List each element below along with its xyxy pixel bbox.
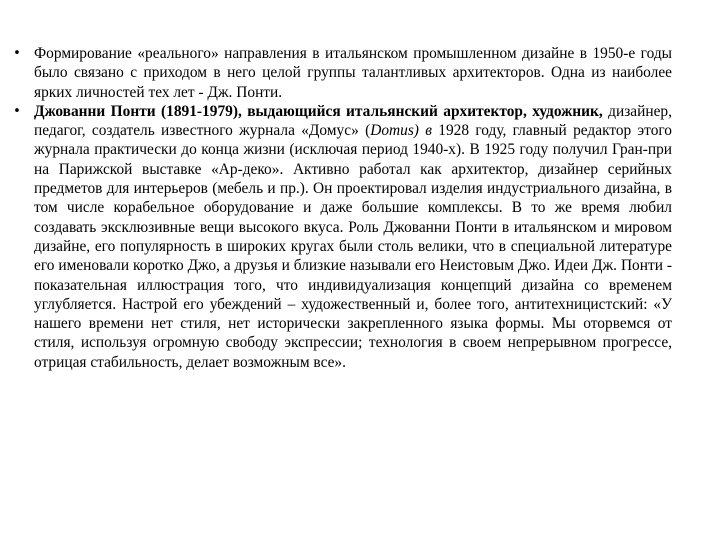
paragraph-2-text-part-2: 1928 году, главный редактор этого журнала практически до конца жизни (исключая период 1940-х). В 1925 году получил Гран-при на Парижской выставке «Ар-деко». Активно работал как архитектор, дизайнер серийных предметов для интерьеров (мебель и пр.). Он проектировал изделия индустриального дизайна, в том числе корабельное оборудование и даже большие комплексы. В то же время любил создавать эксклюзивные вещи высокого вкуса. Роль Джованни Понти в итальянском и мировом дизайне, его популярность в широких кругах были столь велики, что в специальной литературе его именовали коротко Джо, а друзья и близкие называли его Неистовым Джо. Идеи Дж. Понти - показательная иллюстрация того, что индивидуализация концепций дизайна со временем углубляется. Настрой его убеждений – художественный и, более того, антитехницистский: «У нашего времени нет стиля, нет исторически закрепленного языка формы. Мы оторвемся от стиля, используя огромную свободу экспрессии; технология в своем непрерывном прогрессе, отрицая стабильность, делает возможным все».: [34, 122, 673, 371]
bullet-item-2: [10, 102, 672, 372]
bullet-icon: •: [13, 103, 21, 119]
paragraph-1-text: Формирование «реального» направления в итальянском промышленном дизайне в 1950-е годы было связано с приходом в него целой группы талантливых архитекторов. Одна из наиболее ярких личностей тех лет - Дж. Понти.: [34, 45, 672, 101]
paragraph-2-text-part-1: дизайнер, педагог, создатель известного журнала «Домус» (: [34, 102, 672, 140]
bullet-list: [10, 44, 672, 372]
paragraph-2-bold-lead: Джованни Понти (1891-1979), выдающийся итальянский архитектор, художник,: [34, 102, 603, 120]
bullet-item-1: [10, 44, 672, 102]
bullet-icon: •: [13, 46, 21, 61]
paragraph-2-italic-term: Domus) в: [370, 122, 432, 140]
